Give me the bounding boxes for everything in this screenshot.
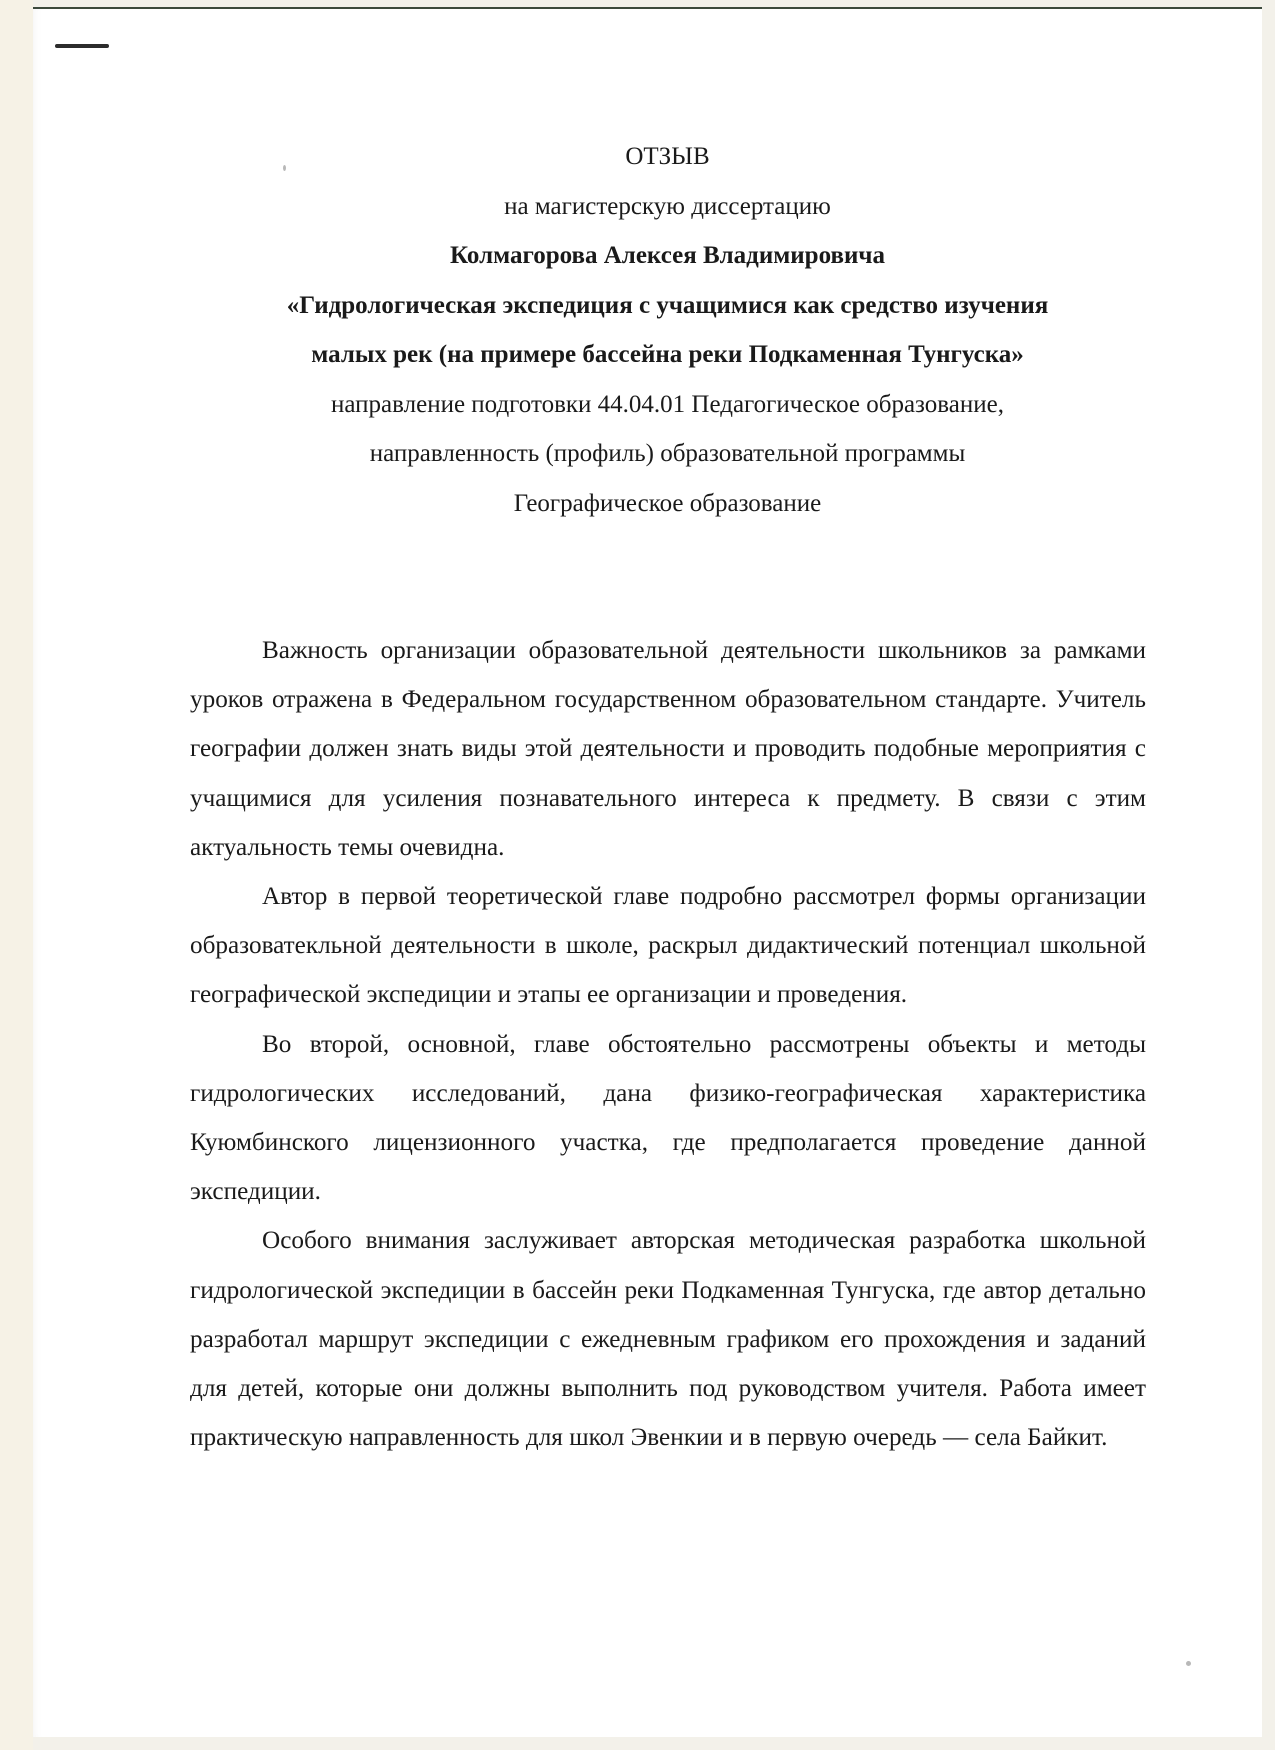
program-profile-label: направленность (профиль) образовательной программы [369, 440, 966, 467]
thesis-title-line1: «Гидрологическая экспедиция с учащимися как средство изучения [286, 291, 1049, 319]
scan-speck [283, 165, 286, 171]
document-subtitle: на магистерскую диссертацию [504, 192, 831, 220]
training-direction: направление подготовки 44.04.01 Педагогическое образование, [331, 390, 1004, 418]
document-title: ОТЗЫВ [625, 143, 710, 170]
paragraph-chapter1: Автор в первой теоретической главе подробно рассмотрел формы организации образоватекльной деятельности в школе, раскрыл дидактический потенциал школьной географической экспедиции и этапы ее организации и проведения. [190, 883, 1146, 1009]
document-header [190, 132, 1145, 528]
program-profile: Географическое образование [513, 489, 822, 517]
scan-margin [0, 0, 33, 1750]
scan-speck [1186, 1661, 1191, 1666]
paragraph-methodology: Особого внимания заслуживает авторская методическая разработка школьной гидрологической экспедиции в бассейн реки Подкаменная Тунгуска, где автор детально разработал маршрут экспедиции с ежедневным графиком его прохождения и заданий для детей, которые они должны выполнить под руководством учителя. Работа имеет практическую направленность для школ Эвенкии и в первую очередь — села Байкит. [190, 1227, 1146, 1452]
paragraph-relevance: Важность организации образовательной деятельности школьников за рамками уроков отражена в Федеральном государственном образовательном стандарте. Учитель географии должен знать виды этой деятельности и проводить подобные мероприятия с учащимися для усиления познавательного интереса к предмету. В связи с этим актуальность темы очевидна. [190, 637, 1146, 861]
punch-mark [55, 44, 109, 48]
thesis-title-line2: малых рек (на примере бассейна реки Подкаменная Тунгуска» [311, 341, 1024, 368]
review-body [190, 626, 1146, 1462]
author-name: Колмагорова Алексея Владимировича [450, 242, 885, 269]
paragraph-chapter2: Во второй, основной, главе обстоятельно рассмотрены объекты и методы гидрологических исследований, дана физико-географическая характеристика Куюмбинского лицензионного участка, где предполагается проведение данной экспедиции. [190, 1030, 1146, 1206]
